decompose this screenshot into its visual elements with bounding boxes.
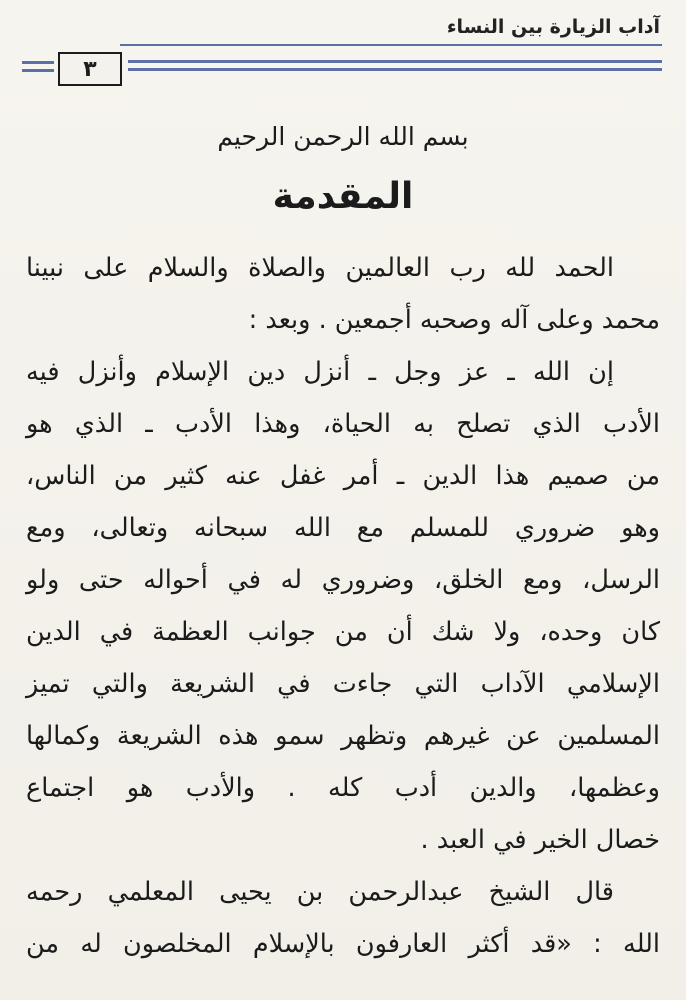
body-line-1: الحمد لله رب العالمين والصلاة والسلام على نبينا (26, 253, 614, 283)
body-line-13: قال الشيخ عبدالرحمن بن يحيى المعلمي رحمه (26, 877, 614, 907)
body-line-9: الإسلامي الآداب التي جاءت في الشريعة والتي تميز (26, 669, 660, 699)
body-line-4: الأدب الذي تصلح به الحياة، وهذا الأدب ـ الذي هو (26, 409, 660, 439)
body-line-5: من صميم هذا الدين ـ أمر غفل عنه كثير من الناس، (26, 461, 660, 491)
header-thin-rule (120, 44, 662, 46)
page-number-dash-upper (22, 61, 54, 64)
running-title: آداب الزيارة بين النساء (446, 16, 660, 38)
body-line-6: وهو ضروري للمسلم مع الله سبحانه وتعالى، ومع (26, 513, 660, 543)
page-number-dash-lower (22, 69, 54, 72)
basmala: بسم الله الرحمن الرحيم (217, 122, 469, 151)
body-line-11: وعظمها، والدين أدب كله . والأدب هو اجتماع (26, 773, 660, 803)
body-line-3: إن الله ـ عز وجل ـ أنزل دين الإسلام وأنزل فيه (26, 357, 614, 387)
header-rule-lower (128, 68, 662, 71)
chapter-title: المقدمة (272, 176, 414, 217)
header-rule-upper (128, 60, 662, 63)
body-line-12: خصال الخير في العبد . (420, 825, 660, 855)
page-number: ٣ (58, 52, 122, 86)
body-line-14: الله : «قد أكثر العارفون بالإسلام المخلصون له من (26, 929, 660, 959)
body-line-10: المسلمين عن غيرهم وتظهر سمو هذه الشريعة وكمالها (26, 721, 660, 751)
body-line-7: الرسل، ومع الخلق، وضروري له في أحواله حتى ولو (26, 565, 660, 595)
body-line-8: كان وحده، ولا شك أن من جوانب العظمة في الدين (26, 617, 660, 647)
body-line-2: محمد وعلى آله وصحبه أجمعين . وبعد : (248, 305, 660, 335)
